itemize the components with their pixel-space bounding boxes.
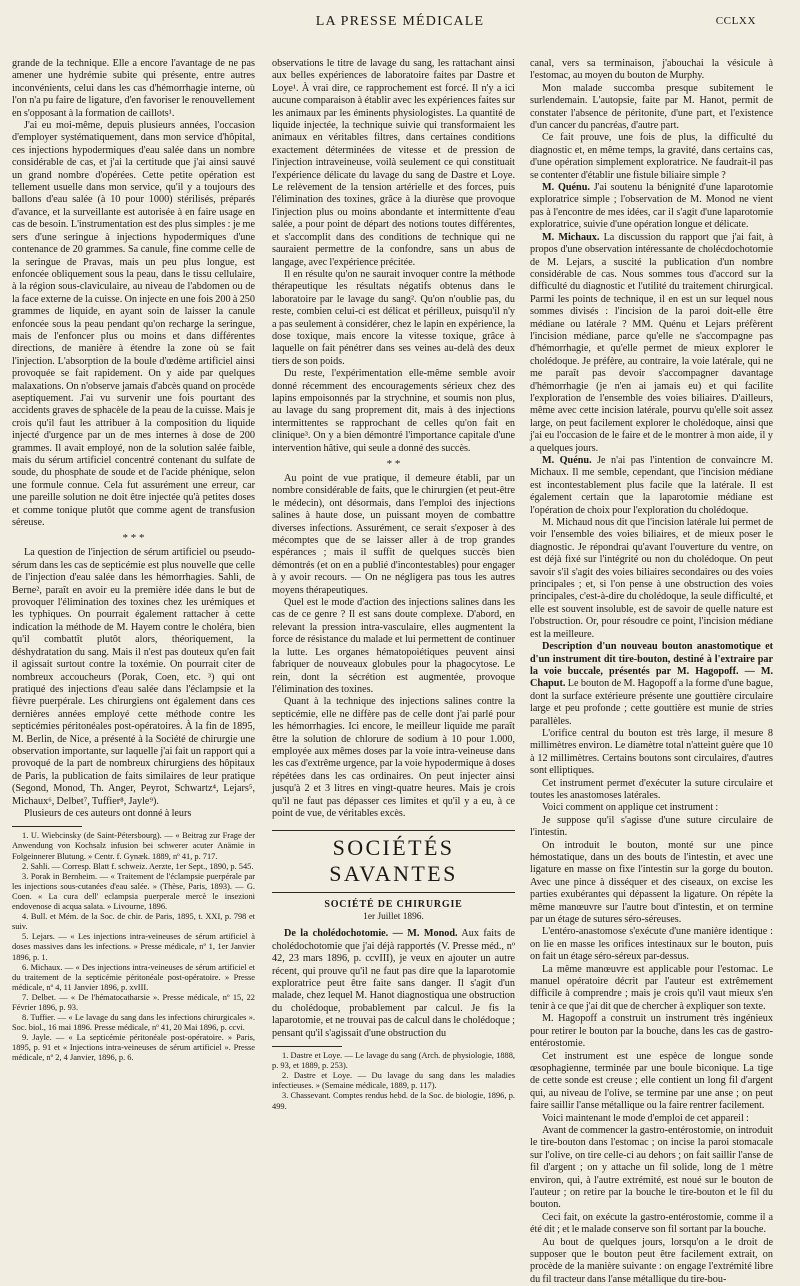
paragraph — [530, 232, 773, 455]
paragraph — [530, 641, 773, 728]
footnote: 3. Chassevant. Comptes rendus hebd. de la Soc. de biologie, 1896, p. 499. — [272, 1091, 515, 1111]
paragraph: L'entéro-anastomose s'exécute d'une manière identique : on lie en masse les orifices intestinaux sur le bouton, puis on fait un étage séro-séreux par-dessus. — [530, 926, 773, 963]
speaker-name: M. Quénu. — [542, 182, 590, 194]
paragraph: Voici maintenant le mode d'emploi de cet appareil : — [542, 1112, 749, 1124]
footnotes — [272, 1051, 515, 1112]
paragraph-text: Le bouton de M. Hagopoff a la forme d'une bague, dont la surface extérieure présente une gouttière circulaire large et peu profonde ; cette gouttière est munie de stries parallèles. — [530, 678, 773, 727]
footnote: 1. U. Wiebcinsky (de Saint-Pétersbourg). — « Beitrag zur Frage der Anwendung von Kochsalz infusion bei schwerer acuter Anämie in Folgeinnerer Blutung. » Centr. f. Gynæk. 1889, nº 41, p. 717. — [12, 831, 255, 861]
footnote: 3. Porak in Bernheim. — « Traitement de l'éclampsie puerpérale par les injections sous-cutanées d'eau salée. » (Thèse, Paris, 1893). — G. Coen. « La cura dell' eclampsia puerperale mercè le insezioni endovenose di acqua salata. » Livourne, 1896. — [12, 871, 255, 912]
journal-title: LA PRESSE MÉDICALE — [315, 14, 485, 29]
paragraph: La question de l'injection de sérum artificiel ou pseudo-sérum dans les cas de septicémie est plus nouvelle que celle de l'injection d'eau salée dans les hémorrhagies. Sahli, de Berne², paraît en avoir eu la première idée dans le but de provoquer l'élimination des toxines chez les urémiques et les typhiques. On pourrait également rattacher à cette indication la méthode de M. Hayem contre le choléra, bien qu'il combattît plutôt alors, théoriquement, la déshydratation du sang. Mais il n'est pas douteux qu'en fait il agissait surtout contre la toxémie. On pourrait citer de nombreux accoucheurs (Porak, Coen, etc. ³) qui ont pratiqué des injections d'eau salée dans l'éclampsie et la fièvre puerpérale. Les chirurgiens ont également dans ces dernières années employé cette méthode contre les septicémies péritonéales post-opératoires. À la fin de 1895, M. Berlin, de Nice, a présenté à la Société de chirurgie une observation importante, sur laquelle j'ai fait un rapport qui a provoqué de la part de nombreux chirurgiens des hôpitaux de Paris, la publication de faits similaires de leur pratique (Segond, Monod, Th. Anger, Peyrot, Schwartz⁴, Lejars⁵, Michaux⁶, Delbet⁷, Tuffier⁸, Jayle⁹). — [12, 547, 255, 807]
footnote: 8. Tuffier. — « Le lavage du sang dans les infections chirurgicales ». Soc. biol., 16 mai 1896. Presse médicale, nº 41, 20 Mai 1896, p. ccvi. — [12, 1013, 255, 1033]
footnote: 7. Delbet. — « De l'hématocatharsie ». Presse médicale, nº 15, 22 Février 1896, p. 93. — [12, 992, 255, 1012]
paragraph: canal, vers sa terminaison, j'abouchai la vésicule à l'estomac, au moyen du bouton de Murphy. — [530, 58, 773, 82]
footnote-rule — [12, 826, 82, 827]
session-date: 1er Juillet 1896. — [363, 912, 424, 923]
paragraph-heading: De la cholédochotomie. — M. Monod. — [284, 928, 458, 940]
footnote: 1. Dastre et Loye. — Le lavage du sang (Arch. de physiologie, 1888, p. 93, et 1889, p. 253). — [272, 1051, 515, 1071]
column-right — [530, 58, 773, 1285]
paragraph: M. Michaud nous dit que l'incision latérale lui permet de voir l'ensemble des voies biliaires, et de mieux poser le diagnostic. Je répondrai qu'avant l'ouverture du ventre, on est déjà fixé sur l'intégrité ou non du cholédoque. On peut savoir s'il s'agit des voies biliaires secondaires ou des voies principales ; et, si l'on pense à une obstruction des voies principales, c'est-à-dire du cholédoque, la seule difficulté, et elle est souvent insoluble, est de savoir de quelle nature est l'obstruction. Or, pour résoudre ce point, l'incision médiane est la meilleure. — [530, 517, 773, 640]
section-title: SOCIÉTÉS SAVANTES — [329, 835, 458, 887]
paragraph: M. Hagopoff a construit un instrument très ingénieux pour retirer le bouton par la bouche, dans les cas de gastro-entérostomie. — [530, 1013, 773, 1050]
section-heading-box — [272, 830, 515, 893]
paragraph-text: J'ai soutenu la bénignité d'une laparotomie exploratrice simple ; l'observation de M. Monod ne vient pas à l'encontre de mes idées, car il s'agit d'une laparotomie exploratrice, suivie d'une opération longue et délicate. — [530, 182, 773, 231]
paragraph: grande de la technique. Elle a encore l'avantage de ne pas amener une hydrémie subite qui présente, entre autres inconvénients, celui dans les cas d'hémorrhagie interne, où l'on n'a pu faire de ligature, d'en favoriser le renouvellement en s'opposant à la formation de caillots¹. — [12, 58, 255, 119]
column-middle — [272, 58, 515, 1111]
page-number: CCLXX — [715, 15, 756, 27]
paragraph: Ceci fait, on exécute la gastro-entérostomie, comme il a été dit ; et le malade conserve son fil sortant par la bouche. — [530, 1211, 773, 1236]
paragraph-text: Je n'ai pas l'intention de convaincre M. Michaux. Il me semble, cependant, que l'incision médiane est incontestablement plus facile que la latérale. Il est également certain que la laparotomie médiane est l'opération de choix pour l'exploration du cholédoque. — [530, 455, 773, 516]
footnote-rule — [272, 1046, 342, 1047]
section-separator: * * * — [122, 532, 145, 545]
footnote: 5. Lejars. — « Les injections intra-veineuses de sérum artificiel à doses massives dans les infections. » Presse médicale, nº 1, 1er Janvier 1896, p. 1. — [12, 932, 255, 962]
paragraph — [272, 928, 515, 1040]
section-separator: * * — [386, 458, 401, 470]
paragraph: Quel est le mode d'action des injections salines dans les cas de ce genre ? Il est sans doute complexe. D'abord, en relevant la pression intra-vasculaire, elles augmentent la force de résistance du malade et lui permettent de continuer la lutte. Les organes hématopoiétiques peuvent ainsi fabriquer de nouveaux globules pour la phagocytose. Le rein, dont la sécrétion est augmentée, provoque l'élimination des toxines. — [272, 597, 515, 695]
column-left — [12, 58, 255, 1098]
paragraph: Au bout de quelques jours, lorsqu'on a le droit de supposer que le bouton peut être facilement extrait, on procède de la manière suivante : on engage l'extrémité libre du fil tracteur dans l'anse métallique du tire-bou- — [530, 1236, 773, 1285]
footnote: 6. Michaux. — « Des injections intra-veineuses de sérum artificiel et du traitement de la septicémie péritonéale post-opératoire. » Presse médicale, nº 4, 11 Janvier 1896, p. xvIII. — [12, 962, 255, 992]
paragraph: Au point de vue pratique, il demeure établi, par un nombre considérable de faits, que le chirurgien (et peut-être le médecin), ont désormais, dans l'emploi des injections salines à haute dose, un puissant moyen de combattre diverses infections. Assurément, ce serait s'exposer à des mécomptes que de se laisser aller à de trop grandes espérances ; mais il suffit de quelques succès bien démontrés (et on en a publié d'incontestables) pour engager à y avoir recours. — On ne négligera pas tous les autres moyens thérapeutiques. — [272, 473, 515, 596]
paragraph: observations le titre de lavage du sang, les rattachant ainsi aux belles expériences de laboratoire faites par Dastre et Loye¹. À vrai dire, ce rapprochement est forcé. Il n'y a ici aucune comparaison à établir avec les expériences faites sur les animaux par les éminents physiologistes. La quantité de liquide injectée, la technique suivie qui transformaient les animaux en véritables filtres, dans certaines conditions exactement déterminées de vitesse et de pression de l'injection intraveineuse, voilà seulement ce qui constituait l'expérience délicate du lavage du sang de Dastre et Loye. Le relèvement de la tension artérielle et des forces, puis l'élimination des toxines, grâce à la diurèse que provoque l'injection plus ou moins abondante et intermittente d'eau salée, a pour point de départ des notions toutes différentes, et s'accomplit dans des conditions de technique qui ne sauraient permettre de la confondre, sans un abus de langage, avec l'expérience précitée. — [272, 58, 515, 268]
paragraph — [530, 455, 773, 517]
footnote: 2. Sahli. — Corresp. Blatt f. schweiz. Aerzte, 1er Sept., 1890, p. 545. — [22, 861, 254, 871]
paragraph-text: Aux faits de cholédochotomie que j'ai déjà rapportés (V. Presse méd., nº 42, 23 mars 1896, p. ccvIII), je veux en ajouter un autre récent, qui prouve qu'il ne faut pas dire que la laparotomie exploratrice peut être faite sans danger. Il s'agit d'un malade, chez lequel M. Hanot diagnostiqua une obstruction du cholédoque, probablement par calcul. Je fis la laparotomie, et ne trouvai pas de calcul dans le cholédoque ; pensant qu'il s'agissait d'une obstruction du — [272, 928, 515, 1039]
page-header — [0, 14, 800, 36]
speaker-name: M. Michaux. — [542, 231, 600, 243]
paragraph: Cet instrument permet d'exécuter la suture circulaire et toutes les anastomoses latérales. — [530, 777, 773, 801]
paragraph: Plusieurs de ces auteurs ont donné à leurs — [24, 807, 192, 819]
footnote: 2. Dastre et Loye. — Du lavage du sang dans les maladies infectieuses. » (Semaine médicale, 1889, p. 117). — [272, 1071, 515, 1091]
paragraph: Je suppose qu'il s'agisse d'une suture circulaire de l'intestin. — [530, 814, 773, 839]
paragraph-text: La discussion du rapport que j'ai fait, à propos d'une observation intéressante de cholécdochotomie de M. Lejars, a suscité la publication d'un nombre considérable de cas. Nous sommes tous d'accord sur la difficulté du diagnostic et l'utilité du traitement chirurgical. Parmi les points de technique, il en est un sur lequel nous sommes divisés : l'incision de la paroi doit-elle être médiane ou latérale ? MM. Quénu et Lejars préfèrent l'incision médiane, parce qu'elle ne s'accompagne pas d'hémorrhagie, et qu'elle permet de mieux explorer le cholédoque. Je préfère, au contraire, la voie latérale, qui ne me paraît pas devoir s'accompagner davantage d'hémorrhagie (je n'en ai jamais eu) et qui facilite l'exploration de l'ensemble des voies biliaires. D'ailleurs, même avec cette incision latérale, pourvu qu'elle soit assez large, on peut facilement explorer le cholédoque, ainsi que j'ai eu l'occasion de le faire et de le montrer à mon aide, il y a quelques jours. — [530, 231, 773, 454]
paragraph — [530, 182, 773, 232]
paragraph: Il en résulte qu'on ne saurait invoquer contre la méthode thérapeutique les résultats négatifs obtenus dans le laboratoire par le lavage du sang². Qu'on n'oublie pas, du reste, combien celui-ci est délicat et périlleux, puisqu'il n'y a pas seulement à considérer, chez le lapin en expérience, la dose toxique, mais encore la vitesse toxique, grâce à laquelle on fait pénétrer dans ses veines au-delà des deux tiers de son poids. — [272, 268, 515, 367]
paragraph: Du reste, l'expérimentation elle-même semble avoir donné récemment des encouragements sérieux chez des lapins empoisonnés par la strychnine, et soumis non plus, au lavage du sang proprement dit, mais à des injections intermittentes se rapprochant de celles qu'on fait en clinique³. On y a bien démontré l'importance capitale d'une intervention hâtive, qui seule a donné des succès. — [272, 368, 515, 454]
paragraph: On introduit le bouton, monté sur une pince hémostatique, dans un des bouts de l'intestin, et avec une ligature en masse on fixe l'intestin sur la gorge du bouton. Avec une pince à disséquer et des ciseaux, on excise les parties exubérantes qui dépassent la ligature. On répète la même manœuvre sur l'autre bout d'intestin, et on termine par un étage de sutures séro-séreuses. — [530, 839, 773, 926]
paragraph: Avant de commencer la gastro-entérostomie, on introduit le tire-bouton dans l'estomac ; on incise la paroi stomacale sur l'olive, on tire celle-ci au dehors ; on fait saillir l'anse de fil d'argent ; on y attache un fil solide, long de 1 mètre environ, qui, à l'autre extrémité, est noué sur le bouton de l'auteur ; on retire par la bouche le tire-bouton et le fil du bouton. — [530, 1124, 773, 1211]
paragraph: Voici comment on applique cet instrument : — [542, 802, 719, 814]
footnote: 4. Bull. et Mém. de la Soc. de chir. de Paris, 1895, t. XXI, p. 798 et suiv. — [12, 912, 255, 932]
paragraph: La même manœuvre est applicable pour l'estomac. Le manuel opératoire décrit par l'auteur est extrêmement difficile à comprendre ; mais je crois qu'il vaut mieux s'en tenir à ce que j'ai dit que de chercher à expliquer son texte. — [530, 963, 773, 1012]
society-title: SOCIÉTÉ DE CHIRURGIE — [324, 899, 463, 911]
footnote: 9. Jayle. — « La septicémie péritonéale post-opératoire. » Paris, 1895, p. 91 et « Injections intra-veineuses de sérum artificiel ». Presse médicale, nº 2, 4 Janvier, 1896, p. 6. — [12, 1033, 255, 1063]
footnotes — [12, 831, 255, 1063]
paragraph: L'orifice central du bouton est très large, il mesure 8 millimètres environ. Le diamètre total n'atteint guère que 10 à 12 millimètres. Certains boutons sont circulaires, d'autres sont elliptiques. — [530, 727, 773, 777]
paragraph: Cet instrument est une espèce de longue sonde œsophagienne, terminée par une boule biconique. La tige de cette sonde est creuse ; elle contient un long fil d'argent qui, au niveau de l'olive, se termine par une anse ; on peut faire saillir l'anse métallique ou la faire rentrer facilement. — [530, 1050, 773, 1112]
paragraph: Quant à la technique des injections salines contre la septicémie, elle ne diffère pas de celle dont j'ai parlé pour les hémorrhagies. Ici encore, le meilleur liquide me paraît être la solution de chlorure de sodium à 10 pour 1.000, employée aux mêmes doses par la voie intra-veineuse dans les cas d'extrême urgence, par la voie hypodermique à doses répétées dans les cas ordinaires. On peut injecter ainsi jusqu'à 2 et 3 litres en vingt-quatre heures. Mais je crois qu'il ne faut pas dépasser ces limites et qu'il y a eu, à ce point de vue, de véritables excès. — [272, 696, 515, 819]
paragraph-heading: Description d'un nouveau bouton anastomotique et d'un instrument dit tire-bouton, destiné à l'extraire par la voie buccale, présentés par M. Hagopoff. — M. Chaput. — [530, 641, 773, 690]
paragraph: Ce fait prouve, une fois de plus, la difficulté du diagnostic et, en même temps, la gravité, dans certains cas, d'une opération simplement exploratrice. Ne faudrait-il pas se contenter d'établir une fistule biliaire simple ? — [530, 132, 773, 181]
speaker-name: M. Quénu. — [542, 455, 592, 466]
paragraph: Mon malade succomba presque subitement le surlendemain. L'autopsie, faite par M. Hanot, permit de constater l'absence de péritonite, d'une part, et l'existence d'un cancer du pancréas, d'autre part. — [530, 82, 773, 132]
paragraph: J'ai eu moi-même, depuis plusieurs années, l'occasion d'employer systématiquement, dans mon service d'hôpital, ces injections hypodermiques d'eau salée dans un nombre considérable de cas, et j'ai la certitude que j'ai ainsi sauvé un grand nombre d'opérées. Cette petite opération est tellement usuelle dans mon service, qu'il y a toujours des ballons d'eau salée (à 10 pour 1000) stérilisés, préparés d'avance, et la surveillante est autorisée à en faire usage en cas de besoin. L'instrumentation est des plus simples : je me sers d'une seringue à injections hypodermiques d'une contenance de 20 grammes. Sa canule, fine comme celle de la seringue de Pravas, mais un peu plus longue, est enfoncée obliquement sous la peau, dans le tissu cellulaire, à la région sous-claviculaire, au niveau de l'abdomen ou de la face externe de la cuisse. On injecte en une fois 200 à 250 grammes de liquide, en ayant soin de laisser la canule enfoncée sous la peau pendant qu'on recharge la seringue, mais de l'enfoncer plus ou moins et dans différentes directions, de manière à étendre la zone où se fait l'injection. L'absorption de la boule d'œdème artificiel ainsi provoquée se fait rapidement. On y aide par quelques malaxations. On n'observe jamais d'abcès quand on procède aseptiquement. J'ai vu survenir une fois pourtant des accidents graves de sphacèle de la peau de la cuisse. Mais je crois qu'il faut les attribuer à la composition du liquide injecté d'urgence par un de mes internes à dose de 200 grammes. Il avait employé, non de la solution salée faible, mais du sérum artificiel concentré contenant du sulfate de soude, du phosphate de soude et de l'acide phénique, selon une formule connue. Cela fut assurément une erreur, car une pareille solution ne doit être injectée qu'à petites doses et comme tonique plutôt que comme agent de transfusion séreuse. — [12, 120, 255, 529]
